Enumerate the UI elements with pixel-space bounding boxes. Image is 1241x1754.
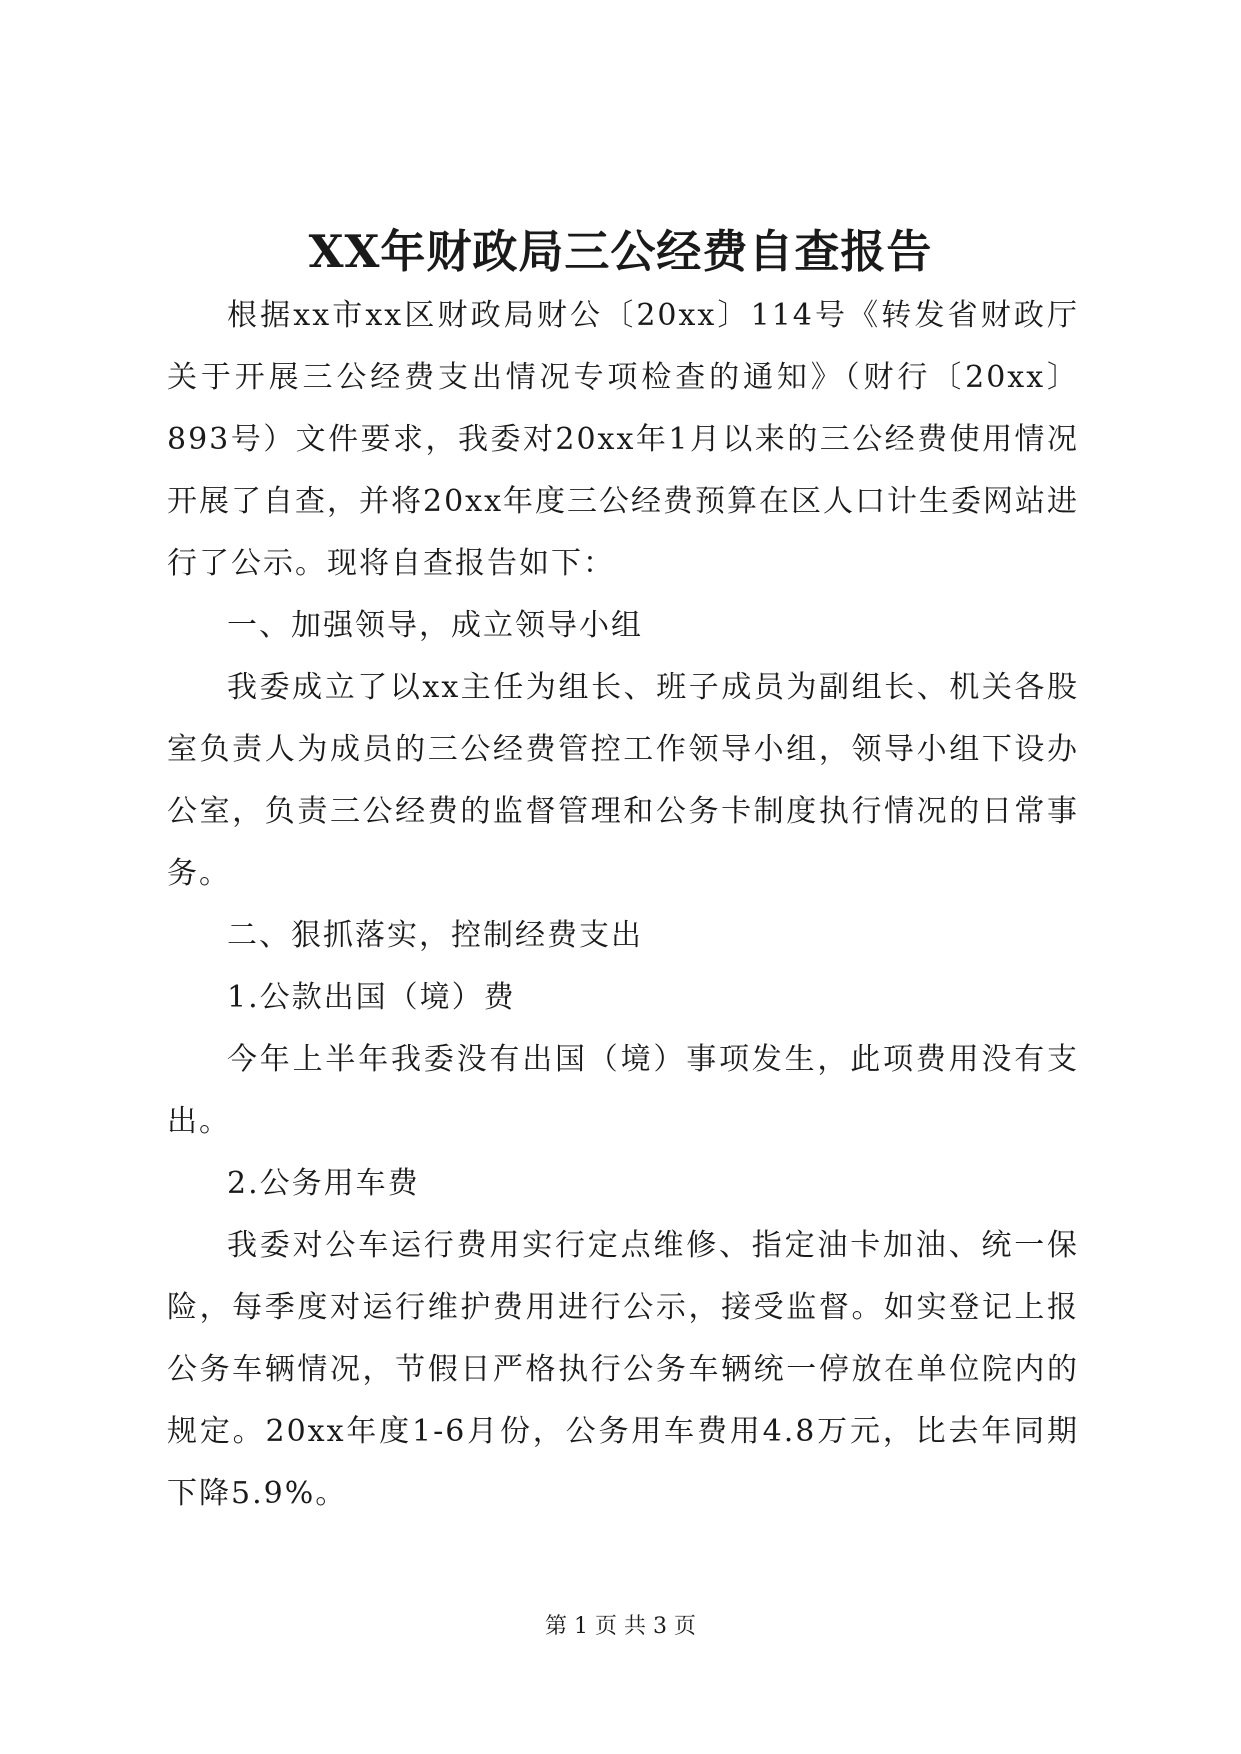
- section-heading-2: 二、狠抓落实，控制经费支出: [227, 918, 643, 953]
- section-heading-1: 一、加强领导，成立领导小组: [227, 608, 643, 643]
- document-body: [167, 285, 1079, 1525]
- page-number-label: 第 1 页 共 3 页: [545, 1614, 696, 1639]
- paragraph-leadership: 我委成立了以xx主任为组长、班子成员为副组长、机关各股室负责人为成员的三公经费管控工作领导小组，领导小组下设办公室，负责三公经费的监督管理和公务卡制度执行情况的日常事务。: [167, 670, 1079, 891]
- subheading-overseas: 1.公款出国（境）费: [227, 980, 516, 1015]
- page-footer: [0, 1612, 1241, 1642]
- document-title: XX年财政局三公经费自查报告: [308, 225, 933, 278]
- subheading-vehicle: 2.公务用车费: [227, 1166, 420, 1201]
- paragraph-vehicle: 我委对公车运行费用实行定点维修、指定油卡加油、统一保险，每季度对运行维护费用进行公示，接受监督。如实登记上报公务车辆情况，节假日严格执行公务车辆统一停放在单位院内的规定。20xx年度1-6月份，公务用车费用4.8万元，比去年同期下降5.9%。: [167, 1228, 1079, 1511]
- paragraph-overseas: 今年上半年我委没有出国（境）事项发生，此项费用没有支出。: [167, 1042, 1079, 1139]
- paragraph-intro: 根据xx市xx区财政局财公〔20xx〕114号《转发省财政厅关于开展三公经费支出情况专项检查的通知》（财行〔20xx〕893号）文件要求，我委对20xx年1月以来的三公经费使用情况开展了自查，并将20xx年度三公经费预算在区人口计生委网站进行了公示。现将自查报告如下：: [167, 298, 1080, 581]
